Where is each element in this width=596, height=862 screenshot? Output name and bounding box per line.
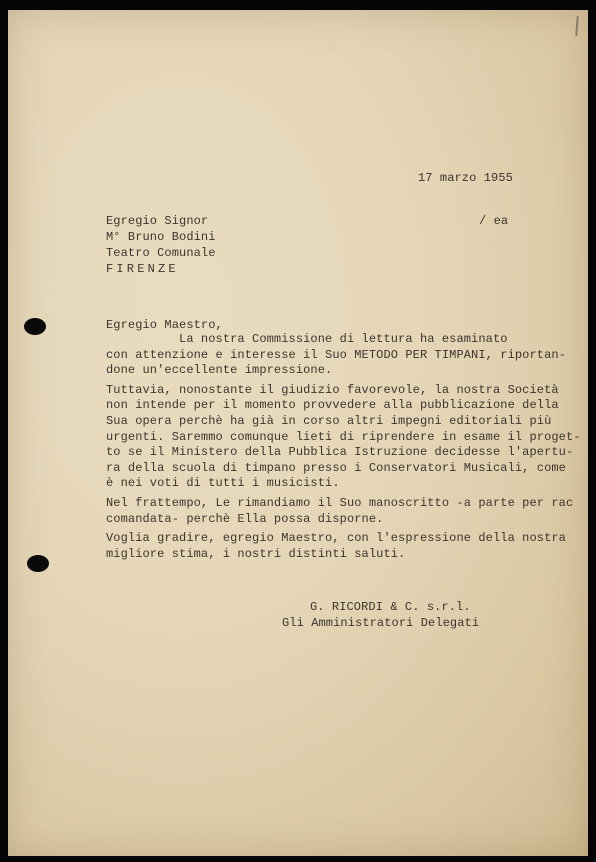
- body-line: ra della scuola di timpano presso i Conservatori Musicali, come: [106, 460, 566, 475]
- paragraph-2: [106, 383, 586, 492]
- body-line: La nostra Commissione di lettura ha esaminato: [106, 332, 508, 346]
- address-line: Teatro Comunale: [106, 246, 216, 260]
- signature-company: G. RICORDI & C. s.r.l.: [310, 600, 471, 614]
- body-line: Sua opera perchè ha già in corso altri impegni editoriali più: [106, 413, 552, 428]
- body-line: Voglia gradire, egregio Maestro, con l'espressione della nostra: [106, 531, 566, 546]
- body-line: migliore stima, i nostri distinti saluti.: [106, 546, 406, 561]
- address-line: M° Bruno Bodini: [106, 230, 216, 244]
- body-line: con attenzione e interesse il Suo METODO PER TIMPANI, riportan-: [106, 347, 566, 362]
- body-line: Tuttavia, nonostante il giudizio favorevole, la nostra Società: [106, 382, 559, 397]
- paragraph-4: [106, 531, 586, 562]
- body-line: done un'eccellente impressione.: [106, 363, 333, 378]
- letter-page: [8, 10, 588, 856]
- body-line: to se il Ministero della Pubblica Istruzione decidesse l'apertu-: [106, 445, 574, 460]
- paragraph-3: [106, 496, 586, 527]
- pencil-mark: [575, 16, 578, 36]
- body-line: urgenti. Saremmo comunque lieti di riprendere in esame il proget-: [106, 429, 581, 444]
- address-line: Egregio Signor: [106, 214, 209, 228]
- signature-title: Gli Amministratori Delegati: [282, 616, 480, 630]
- body-line: è nei voti di tutti i musicisti.: [106, 476, 340, 491]
- reference-code: / ea: [479, 214, 509, 228]
- punch-hole: [24, 318, 46, 335]
- punch-hole: [27, 555, 49, 572]
- letter-body: [106, 332, 586, 562]
- address-city: FIRENZE: [106, 262, 179, 276]
- body-line: non intende per il momento provvedere alla pubblicazione della: [106, 398, 559, 413]
- body-line: comandata- perchè Ella possa disporne.: [106, 511, 384, 526]
- salutation: Egregio Maestro,: [106, 318, 223, 332]
- letter-date: 17 marzo 1955: [418, 171, 513, 185]
- paragraph-1: [106, 332, 586, 379]
- body-line: Nel frattempo, Le rimandiamo il Suo manoscritto -a parte per rac: [106, 495, 574, 510]
